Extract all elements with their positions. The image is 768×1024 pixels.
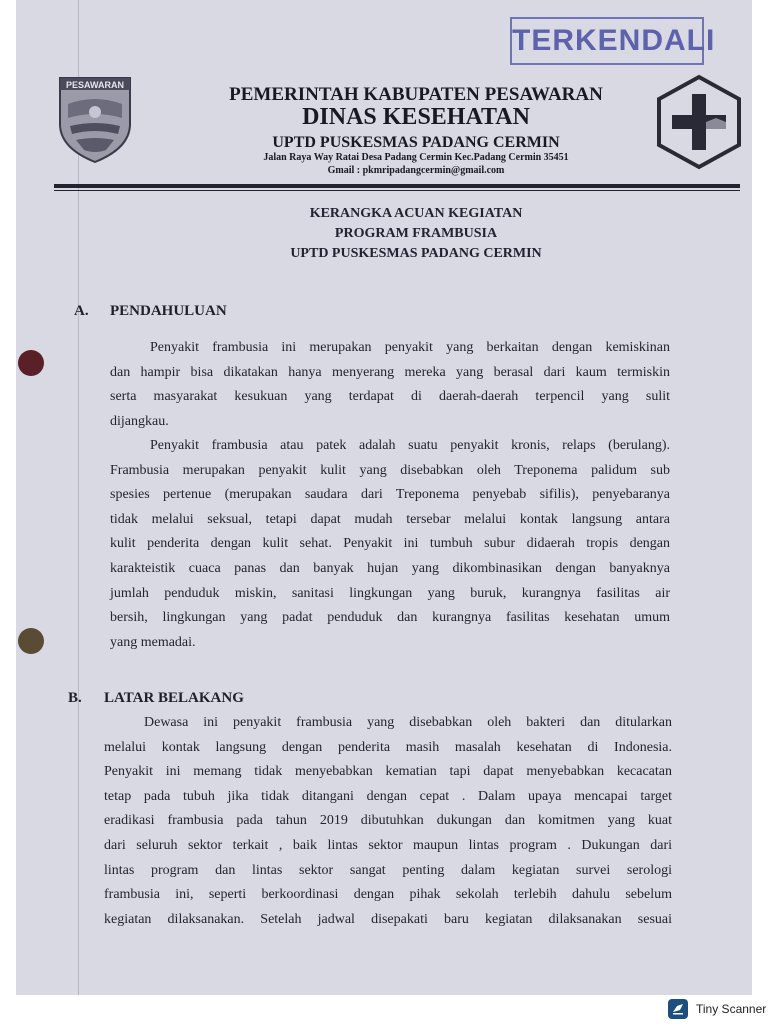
text-line: Penyakit ini memang tidak menyebabkan kematian tapi dapat menyebabkan kecacatan — [104, 764, 672, 780]
text-line: karakteistik cuaca panas dan banyak hujan yang dikombinasikan dengan banyaknya — [110, 560, 670, 576]
text-line: eradikasi frambusia pada tahun 2019 dibutuhkan dukungan dan komitmen yang kuat — [104, 813, 672, 829]
section-title: LATAR BELAKANG — [104, 690, 244, 706]
punch-hole — [18, 628, 44, 654]
stamp-text: TERKENDALI — [512, 24, 716, 57]
text-line: serta masyarakat kesukuan yang terdapat di daerah-daerah terpencil yang sulit — [110, 389, 670, 405]
document-title-line: PROGRAM FRAMBUSIA — [334, 226, 498, 241]
letterhead-email: Gmail : pkmripadangcermin@gmail.com — [327, 165, 505, 176]
text-line: Frambusia merupakan penyakit kulit yang disebabkan oleh Treponema palidum sub — [110, 462, 670, 478]
text-line: dijangkau. — [110, 413, 169, 429]
section-number: B. — [68, 690, 82, 706]
letterhead-government: PEMERINTAH KABUPATEN PESAWARAN — [229, 84, 603, 105]
crest-text: PESAWARAN — [65, 80, 125, 90]
punch-hole — [18, 350, 44, 376]
text-line: yang memadai. — [110, 634, 196, 650]
text-line: Penyakit frambusia ini merupakan penyakit yang berkaitan dengan kemiskinan — [150, 340, 670, 355]
letterhead-agency: DINAS KESEHATAN — [302, 104, 530, 130]
text-line: kulit penderita dengan kulit sehat. Penyakit ini tumbuh subur didaerah tropis dengan — [110, 536, 670, 552]
text-line: Dewasa ini penyakit frambusia yang disebabkan oleh bakteri dan ditularkan — [144, 715, 672, 730]
scanner-label: Tiny Scanner — [696, 1002, 767, 1016]
text-line: dan hampir bisa dikatakan hanya menyerang mereka yang berasal dari kaum termiskin — [110, 364, 670, 380]
section-title: PENDAHULUAN — [110, 303, 227, 319]
text-line: tidak melalui seksual, tetapi dapat mudah tersebar melalui kontak langsung antara — [110, 511, 670, 527]
paragraph — [110, 434, 670, 655]
document-title-line: KERANGKA ACUAN KEGIATAN — [309, 206, 523, 221]
letterhead-address: Jalan Raya Way Ratai Desa Padang Cermin Kec.Padang Cermin 35451 — [263, 152, 569, 163]
letterhead-unit: UPTD PUSKESMAS PADANG CERMIN — [272, 134, 560, 151]
paragraph — [104, 711, 672, 932]
text-line: dari seluruh sektor terkait , baik lintas sektor maupun lintas program . Dukungan dari — [104, 837, 672, 853]
text-line: melalui kontak langsung dengan penderita masih masalah kesehatan di Indonesia. — [104, 739, 672, 755]
scanned-page — [16, 0, 752, 995]
text-line: spesies pertenue (merupakan saudara dari Treponema penyebab sifilis), penyebaranya — [110, 487, 670, 503]
text-line: lintas program dan lintas sektor sangat penting dalam kegiatan survei serologi — [104, 862, 672, 878]
letterhead-rule-thin — [54, 190, 740, 191]
terkendali-stamp — [510, 17, 716, 65]
document-title-line: UPTD PUSKESMAS PADANG CERMIN — [290, 246, 542, 261]
text-line: Penyakit frambusia atau patek adalah suatu penyakit kronis, relaps (berulang). — [150, 438, 670, 453]
text-line: bersih, lingkungan yang padat penduduk dan kurangnya fasilitas kesehatan umum — [110, 610, 670, 626]
text-line: jumlah penduduk miskin, sanitasi lingkungan yang buruk, kurangnya fasilitas air — [110, 585, 670, 601]
tiny-scanner-icon — [668, 999, 688, 1019]
scanner-watermark — [668, 998, 766, 1020]
section-number: A. — [74, 303, 89, 319]
letterhead-rule — [54, 184, 740, 188]
text-line: frambusia ini, seperti berkoordinasi dengan pihak sekolah terlebih dahulu sebelum — [104, 887, 672, 903]
text-line: tetap pada tubuh jika tidak ditangani dengan cepat . Dalam upaya mencapai target — [104, 788, 672, 804]
text-line: kegiatan dilaksanakan. Setelah jadwal disepakati baru kegiatan dilaksanakan sesuai — [104, 911, 672, 927]
paragraph — [110, 336, 670, 434]
